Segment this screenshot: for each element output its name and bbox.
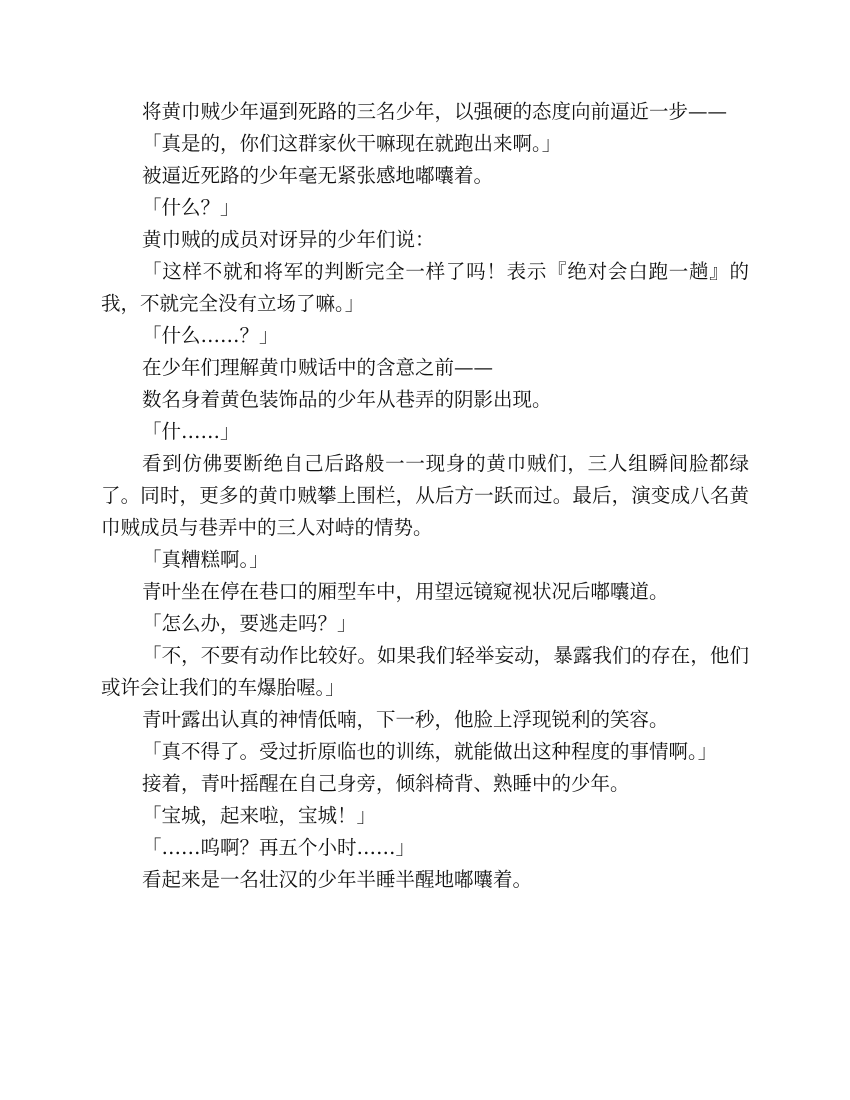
paragraph: 数名身着黄色装饰品的少年从巷弄的阴影出现。: [142, 388, 552, 411]
paragraph: 被逼近死路的少年毫无紧张感地嘟囔着。: [142, 164, 494, 187]
paragraph: 「真糟糕啊。」: [142, 548, 269, 571]
paragraph: 青叶坐在停在巷口的厢型车中，用望远镜窥视状况后嘟囔道。: [142, 580, 669, 603]
paragraph: 「宝城，起来啦，宝城！」: [142, 804, 377, 827]
paragraph: 将黄巾贼少年逼到死路的三名少年，以强硬的态度向前逼近一步——: [142, 100, 728, 123]
document-page: [101, 96, 749, 896]
paragraph: 「什么？」: [142, 196, 240, 219]
paragraph: 「怎么办，要逃走吗？」: [142, 612, 357, 635]
paragraph: 接着，青叶摇醒在自己身旁，倾斜椅背、熟睡中的少年。: [142, 772, 630, 795]
paragraph: 「真是的，你们这群家伙干嘛现在就跑出来啊。」: [142, 132, 562, 155]
paragraph: 「……呜啊？再五个小时……」: [142, 836, 416, 859]
paragraph: 「这样不就和将军的判断完全一样了吗！表示『绝对会白跑一趟』的我，不就完全没有立场了嘛。」: [101, 260, 749, 315]
paragraph: 看起来是一名壮汉的少年半睡半醒地嘟囔着。: [142, 868, 533, 891]
paragraph: 在少年们理解黄巾贼话中的含意之前——: [142, 356, 494, 379]
paragraph: 「什么……？」: [142, 324, 279, 347]
paragraph: 「真不得了。受过折原临也的训练，就能做出这种程度的事情啊。」: [142, 740, 718, 763]
paragraph: 青叶露出认真的神情低喃，下一秒，他脸上浮现锐利的笑容。: [142, 708, 669, 731]
paragraph: 「什……」: [142, 420, 240, 443]
paragraph: 「不，不要有动作比较好。如果我们轻举妄动，暴露我们的存在，他们或许会让我们的车爆胎喔。」: [101, 644, 749, 699]
paragraph: 黄巾贼的成员对讶异的少年们说：: [142, 228, 435, 251]
paragraph: 看到仿佛要断绝自己后路般一一现身的黄巾贼们，三人组瞬间脸都绿了。同时，更多的黄巾贼攀上围栏，从后方一跃而过。最后，演变成八名黄巾贼成员与巷弄中的三人对峙的情势。: [101, 452, 749, 539]
